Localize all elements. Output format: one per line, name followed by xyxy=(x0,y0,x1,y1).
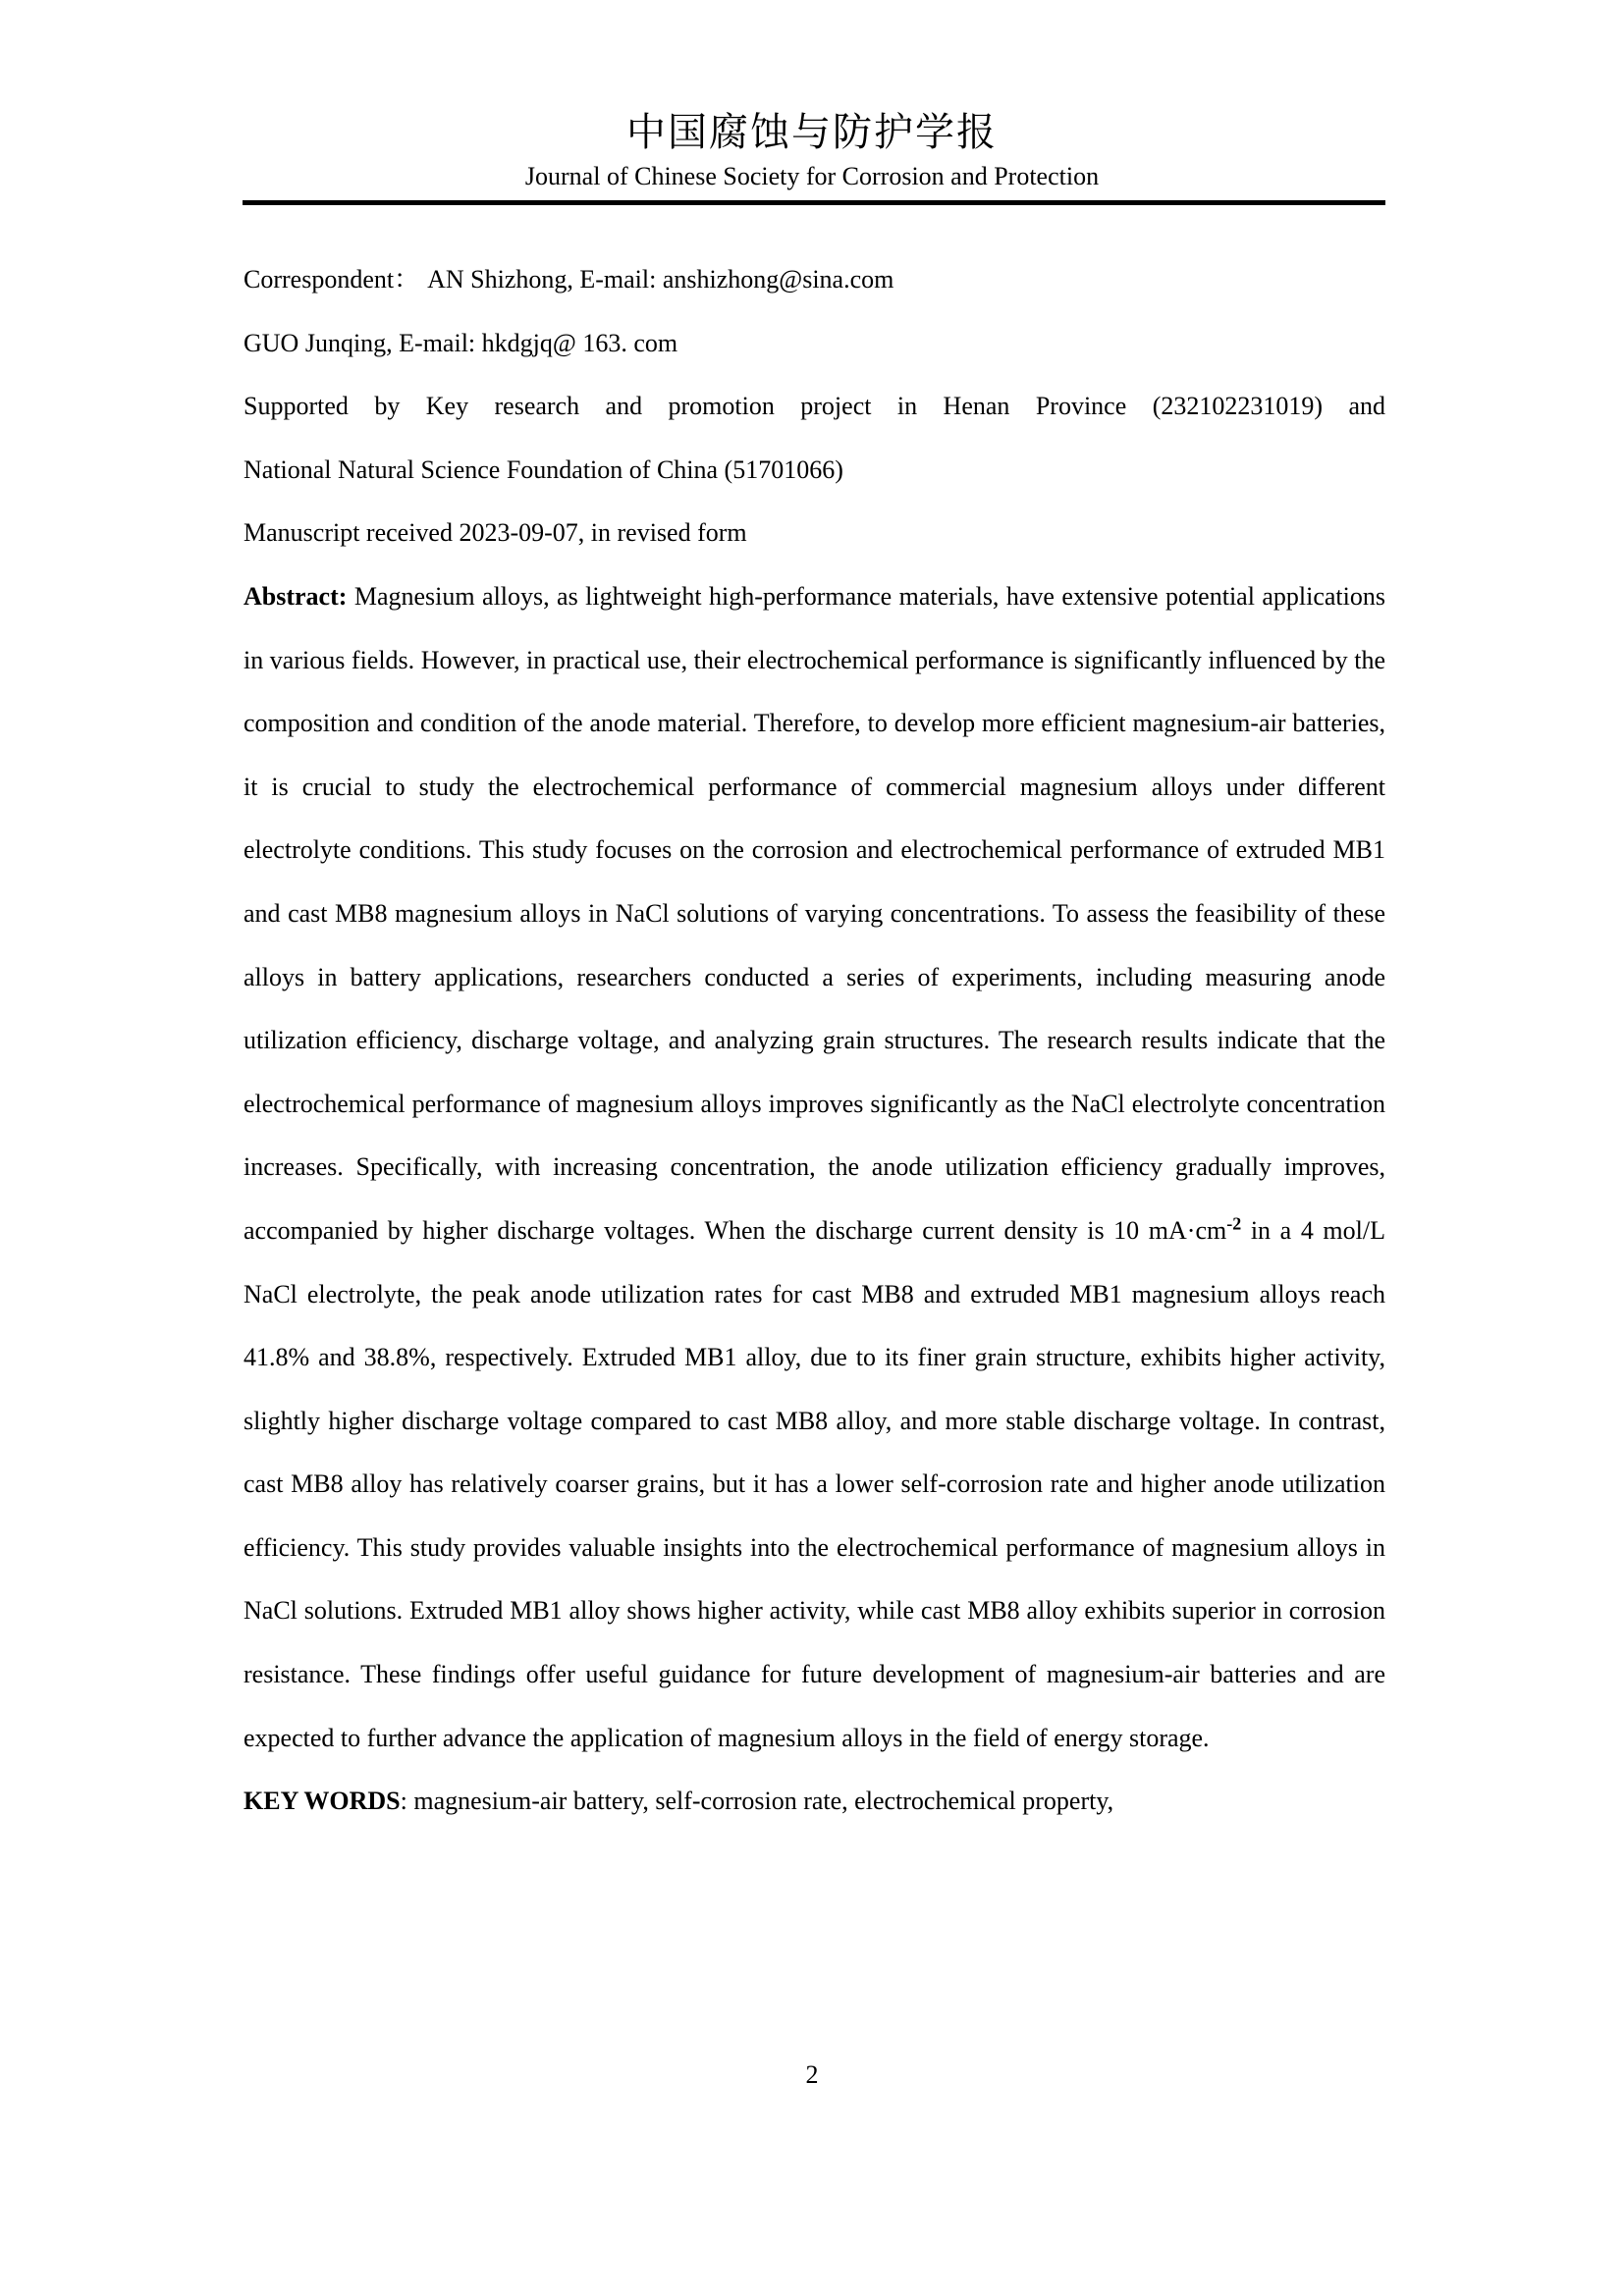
abstract-label: Abstract: xyxy=(244,581,348,611)
keywords-line xyxy=(244,1770,1385,1834)
funding-note-line-1: Supported by Key research and promotion project in Henan Province (232102231019) and xyxy=(244,392,1385,421)
abstract-text-before-superscript: Magnesium alloys, as lightweight high-performance materials, have extensive potential applications in various fields. However, in practical use, their electrochemical performance is significantly influenced by the composition and condition of the anode material. Therefore, to develop more efficient magnesium-air batteries, it is crucial to study the electrochemical performance of commercial magnesium alloys under different electrolyte conditions. This study focuses on the corrosion and electrochemical performance of extruded MB1 and cast MB8 magnesium alloys in NaCl solutions of varying concentrations. To assess the feasibility of these alloys in battery applications, researchers conducted a series of experiments, including measuring anode utilization efficiency, discharge voltage, and analyzing grain structures. The research results indicate that the electrochemical performance of magnesium alloys improves significantly as the NaCl electrolyte concentration increases. Specifically, with increasing concentration, the anode utilization efficiency gradually improves, accompanied by higher discharge voltages. When the discharge current density is 10 mA·cm xyxy=(244,581,1385,1245)
manuscript-received-note: Manuscript received 2023-09-07, in revised form xyxy=(244,518,747,548)
correspondent-contact-1: AN Shizhong, E-mail: anshizhong@sina.com xyxy=(427,265,894,294)
abstract-paragraph xyxy=(244,565,1385,1770)
correspondent-label: Correspondent： xyxy=(244,265,420,294)
page-number: 2 xyxy=(805,2060,819,2089)
funding-note-line-2: National Natural Science Foundation of China (51701066) xyxy=(244,454,843,484)
keywords-text: : magnesium-air battery, self-corrosion rate, electrochemical property, xyxy=(400,1787,1114,1816)
abstract-superscript-exponent: -2 xyxy=(1226,1213,1242,1234)
journal-title-chinese: 中国腐蚀与防护学报 xyxy=(626,110,998,154)
header-divider-rule xyxy=(243,200,1385,205)
correspondent-contact-2: GUO Junqing, E-mail: hkdgjq@ 163. com xyxy=(244,328,678,357)
keywords-label: KEY WORDS xyxy=(244,1787,401,1816)
correspondent-line-1 xyxy=(244,248,1385,312)
abstract-text-after-superscript: in a 4 mol/L NaCl electrolyte, the peak anode utilization rates for cast MB8 and extruded MB1 magnesium alloys reach 41.8% and 38.8%, respectively. Extruded MB1 alloy, due to its finer grain structure, exhibits higher activity, slightly higher discharge voltage compared to cast MB8 alloy, and more stable discharge voltage. In contrast, cast MB8 alloy has relatively coarser grains, but it has a lower self-corrosion rate and higher anode utilization efficiency. This study provides valuable insights into the electrochemical performance of magnesium alloys in NaCl solutions. Extruded MB1 alloy shows higher activity, while cast MB8 alloy exhibits superior in corrosion resistance. These findings offer useful guidance for future development of magnesium-air batteries and are expected to further advance the application of magnesium alloys in the field of energy storage. xyxy=(244,1215,1385,1752)
page-body xyxy=(244,248,1385,1834)
journal-title-english: Journal of Chinese Society for Corrosion and Protection xyxy=(524,162,1100,190)
